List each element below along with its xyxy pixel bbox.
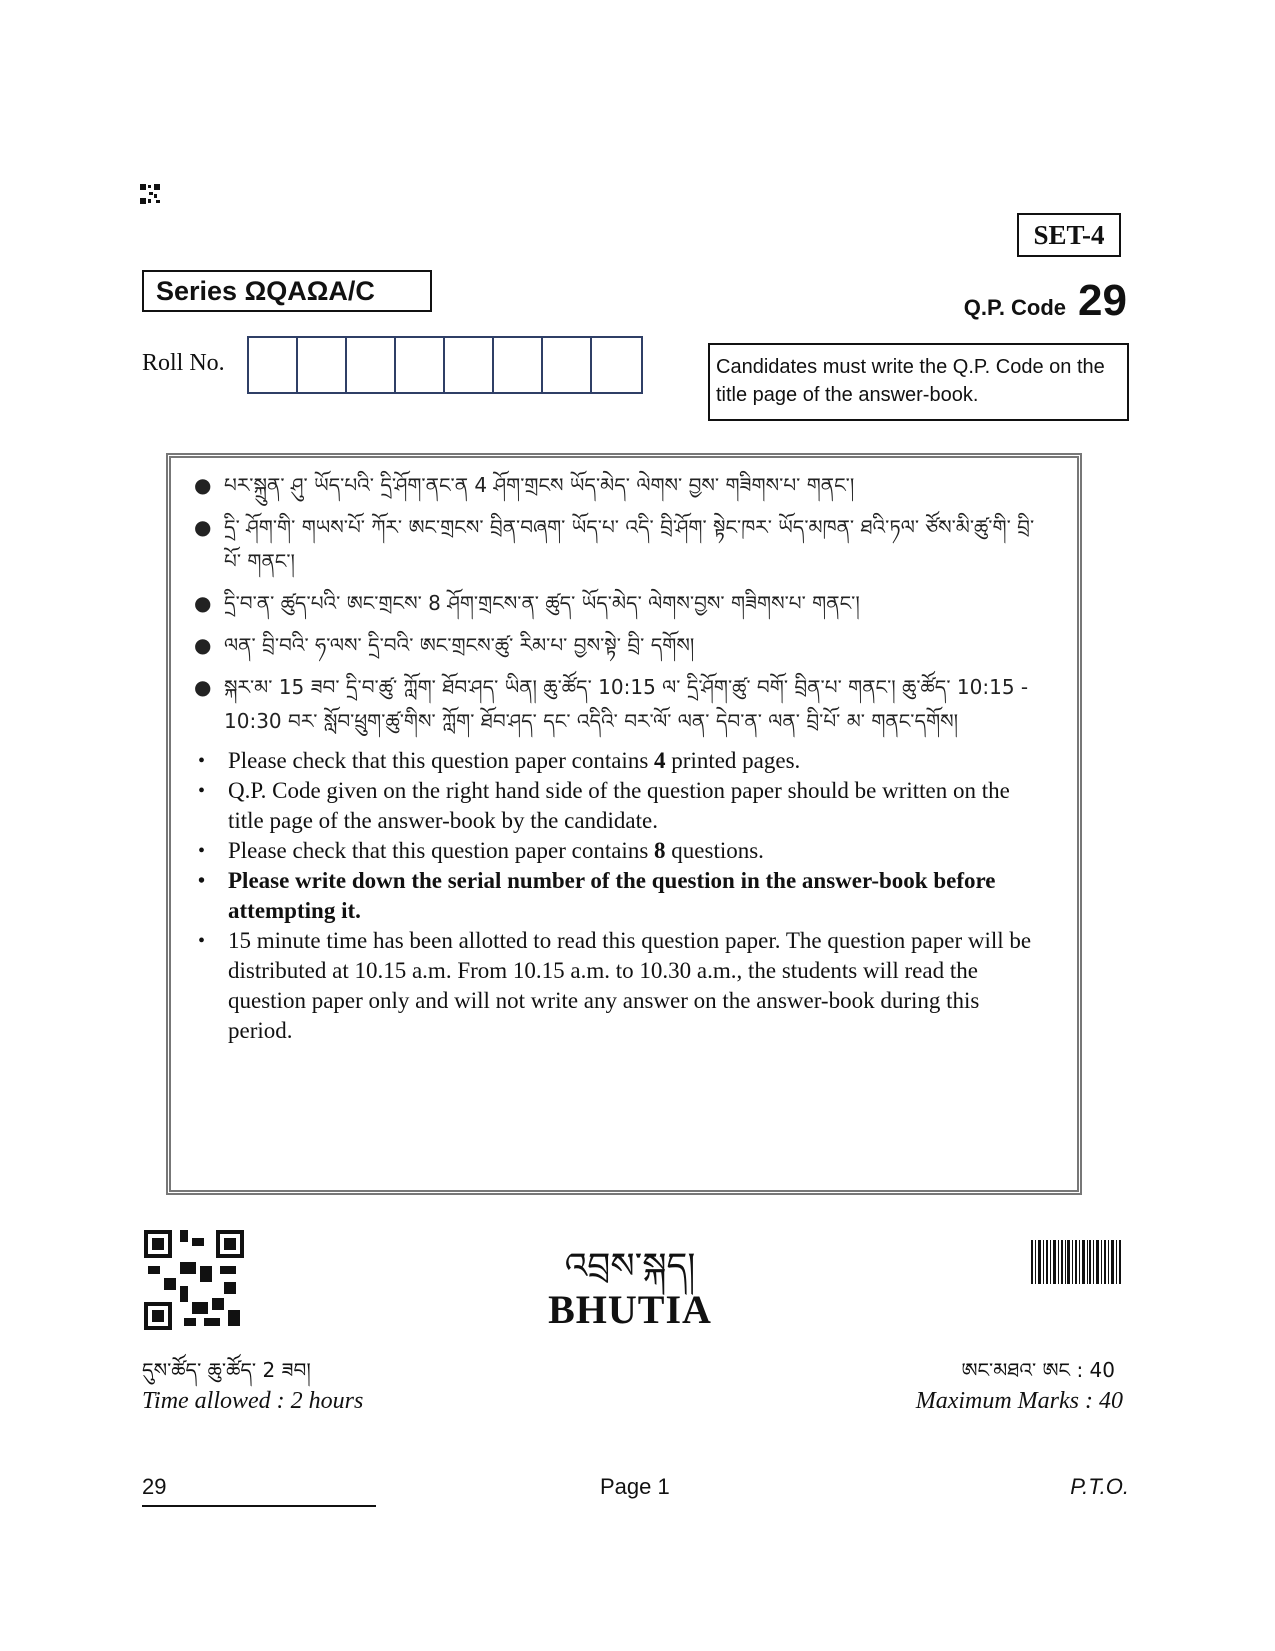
candidate-note: Candidates must write the Q.P. Code on the title page of the answer-book. xyxy=(708,343,1129,421)
subject-title: BHUTIA xyxy=(548,1287,712,1332)
english-instruction: • Please write down the serial number of the question in the answer-book before attempting it. xyxy=(198,868,996,923)
subject-title-script: འབྲས་སྐད། xyxy=(564,1246,696,1287)
qp-code-value: 29 xyxy=(1078,276,1127,325)
english-instruction: • Please check that this question paper contains 4 printed pages. xyxy=(198,748,801,773)
time-allowed-script: དུས་ཚོད་ ཆུ་ཚོད་ 2 ཟབ། xyxy=(142,1358,311,1382)
english-instruction: • Please check that this question paper contains 8 questions. xyxy=(198,838,764,863)
roll-number-cell[interactable] xyxy=(298,338,347,392)
maximum-marks: Maximum Marks : 40 xyxy=(915,1388,1123,1414)
pto-label: P.T.O. xyxy=(1070,1474,1129,1499)
roll-number-grid[interactable] xyxy=(247,336,643,394)
english-instruction: • Q.P. Code given on the right hand side of the question paper should be written on the title page of the answer-book by the candidate. xyxy=(198,778,1010,833)
qp-code xyxy=(964,276,1127,326)
series-label: Series ΩQAΩA/C xyxy=(142,270,432,312)
instructions xyxy=(188,468,1044,1046)
roll-number-cell[interactable] xyxy=(347,338,396,392)
page-number: Page 1 xyxy=(600,1474,670,1499)
roll-number-label: Roll No. xyxy=(142,350,225,376)
bhutia-instruction: ● སྐར་མ་ 15 ཟབ་ དྲི་བ་ཚུ་ ཀློག་ ཐོབ་ཤད་ ཡིན། ཆུ་ཚོད་ 10:15 ལ་ དྲི་ཤོག་ཚུ་ བགོ་ བྲིན་པ་ གནང་། ཆུ་ཚོད་ 10:15 - 10:30 བར་ སློབ་ཕྲུག་ཚུ་གིས་ ཀློག་ ཐོབ་ཤད་ དང་ འདིའི་ བར་ལོ་ ལན་ དེབ་ན་ ལན་ བྲི་པོ་ མ་ གནང་དགོས། xyxy=(194,675,1029,733)
roll-number-cell[interactable] xyxy=(543,338,592,392)
qp-code-label: Q.P. Code xyxy=(963,295,1067,320)
bhutia-instruction: ● ལན་ བྲི་བའི་ ཧ་ལས་ དྲི་བའི་ ཨང་གྲངས་ཚུ་ རིམ་པ་ བྱས་སྟེ་ བྲི་ དགོས། xyxy=(194,633,695,657)
bhutia-instruction: ● པར་སྐྲུན་ ཤུ་ ཡོད་པའི་ དྲི་ཤོག་ནང་ན 4 ཤོག་གྲངས ཡོད་མེད་ ལེགས་ བྱས་ གཟིགས་པ་ གནང་། xyxy=(194,473,855,497)
barcode-icon xyxy=(1031,1240,1121,1284)
roll-number-cell[interactable] xyxy=(249,338,298,392)
small-qr-code-icon xyxy=(139,183,161,205)
roll-number-cell[interactable] xyxy=(592,338,641,392)
bhutia-instruction: ● དྲི་བ་ན་ ཚུད་པའི་ ཨང་གྲངས་ 8 ཤོག་གྲངས་ན་ ཚུད་ ཡོད་མེད་ ལེགས་བྱས་ གཟིགས་པ་ གནང་། xyxy=(194,591,860,615)
time-allowed: Time allowed : 2 hours xyxy=(142,1388,364,1414)
english-instruction: • 15 minute time has been allotted to read this question paper. The question paper will be distributed at 10.15 a.m. From 10.15 a.m. to 10.30 a.m., the students will read the question paper only and will not write any answer on the answer-book during this period. xyxy=(198,928,1032,1043)
maximum-marks-script: ཨང་མཐའ་ ཨང : 40 xyxy=(961,1358,1115,1382)
set-badge: SET-4 xyxy=(1017,213,1121,257)
roll-number-cell[interactable] xyxy=(445,338,494,392)
qr-code-icon xyxy=(144,1230,244,1330)
roll-number-cell[interactable] xyxy=(396,338,445,392)
bhutia-instruction: ● དྲི་ ཤོག་གི་ གཡས་པོ་ ཀོར་ ཨང་གྲངས་ བྲིན་བཞག་ ཡོད་པ་ འདི་ བྲི་ཤོག་ སྟེང་ཁར་ ཡོད་མཁན་ ཐའི་ཏལ་ ཙོས་མི་ཚུ་གི་ བྲི་པོ་ གནང་། xyxy=(194,515,1035,573)
footer-qp-code: 29 xyxy=(142,1474,167,1499)
footer-divider xyxy=(142,1505,376,1507)
roll-number-cell[interactable] xyxy=(494,338,543,392)
